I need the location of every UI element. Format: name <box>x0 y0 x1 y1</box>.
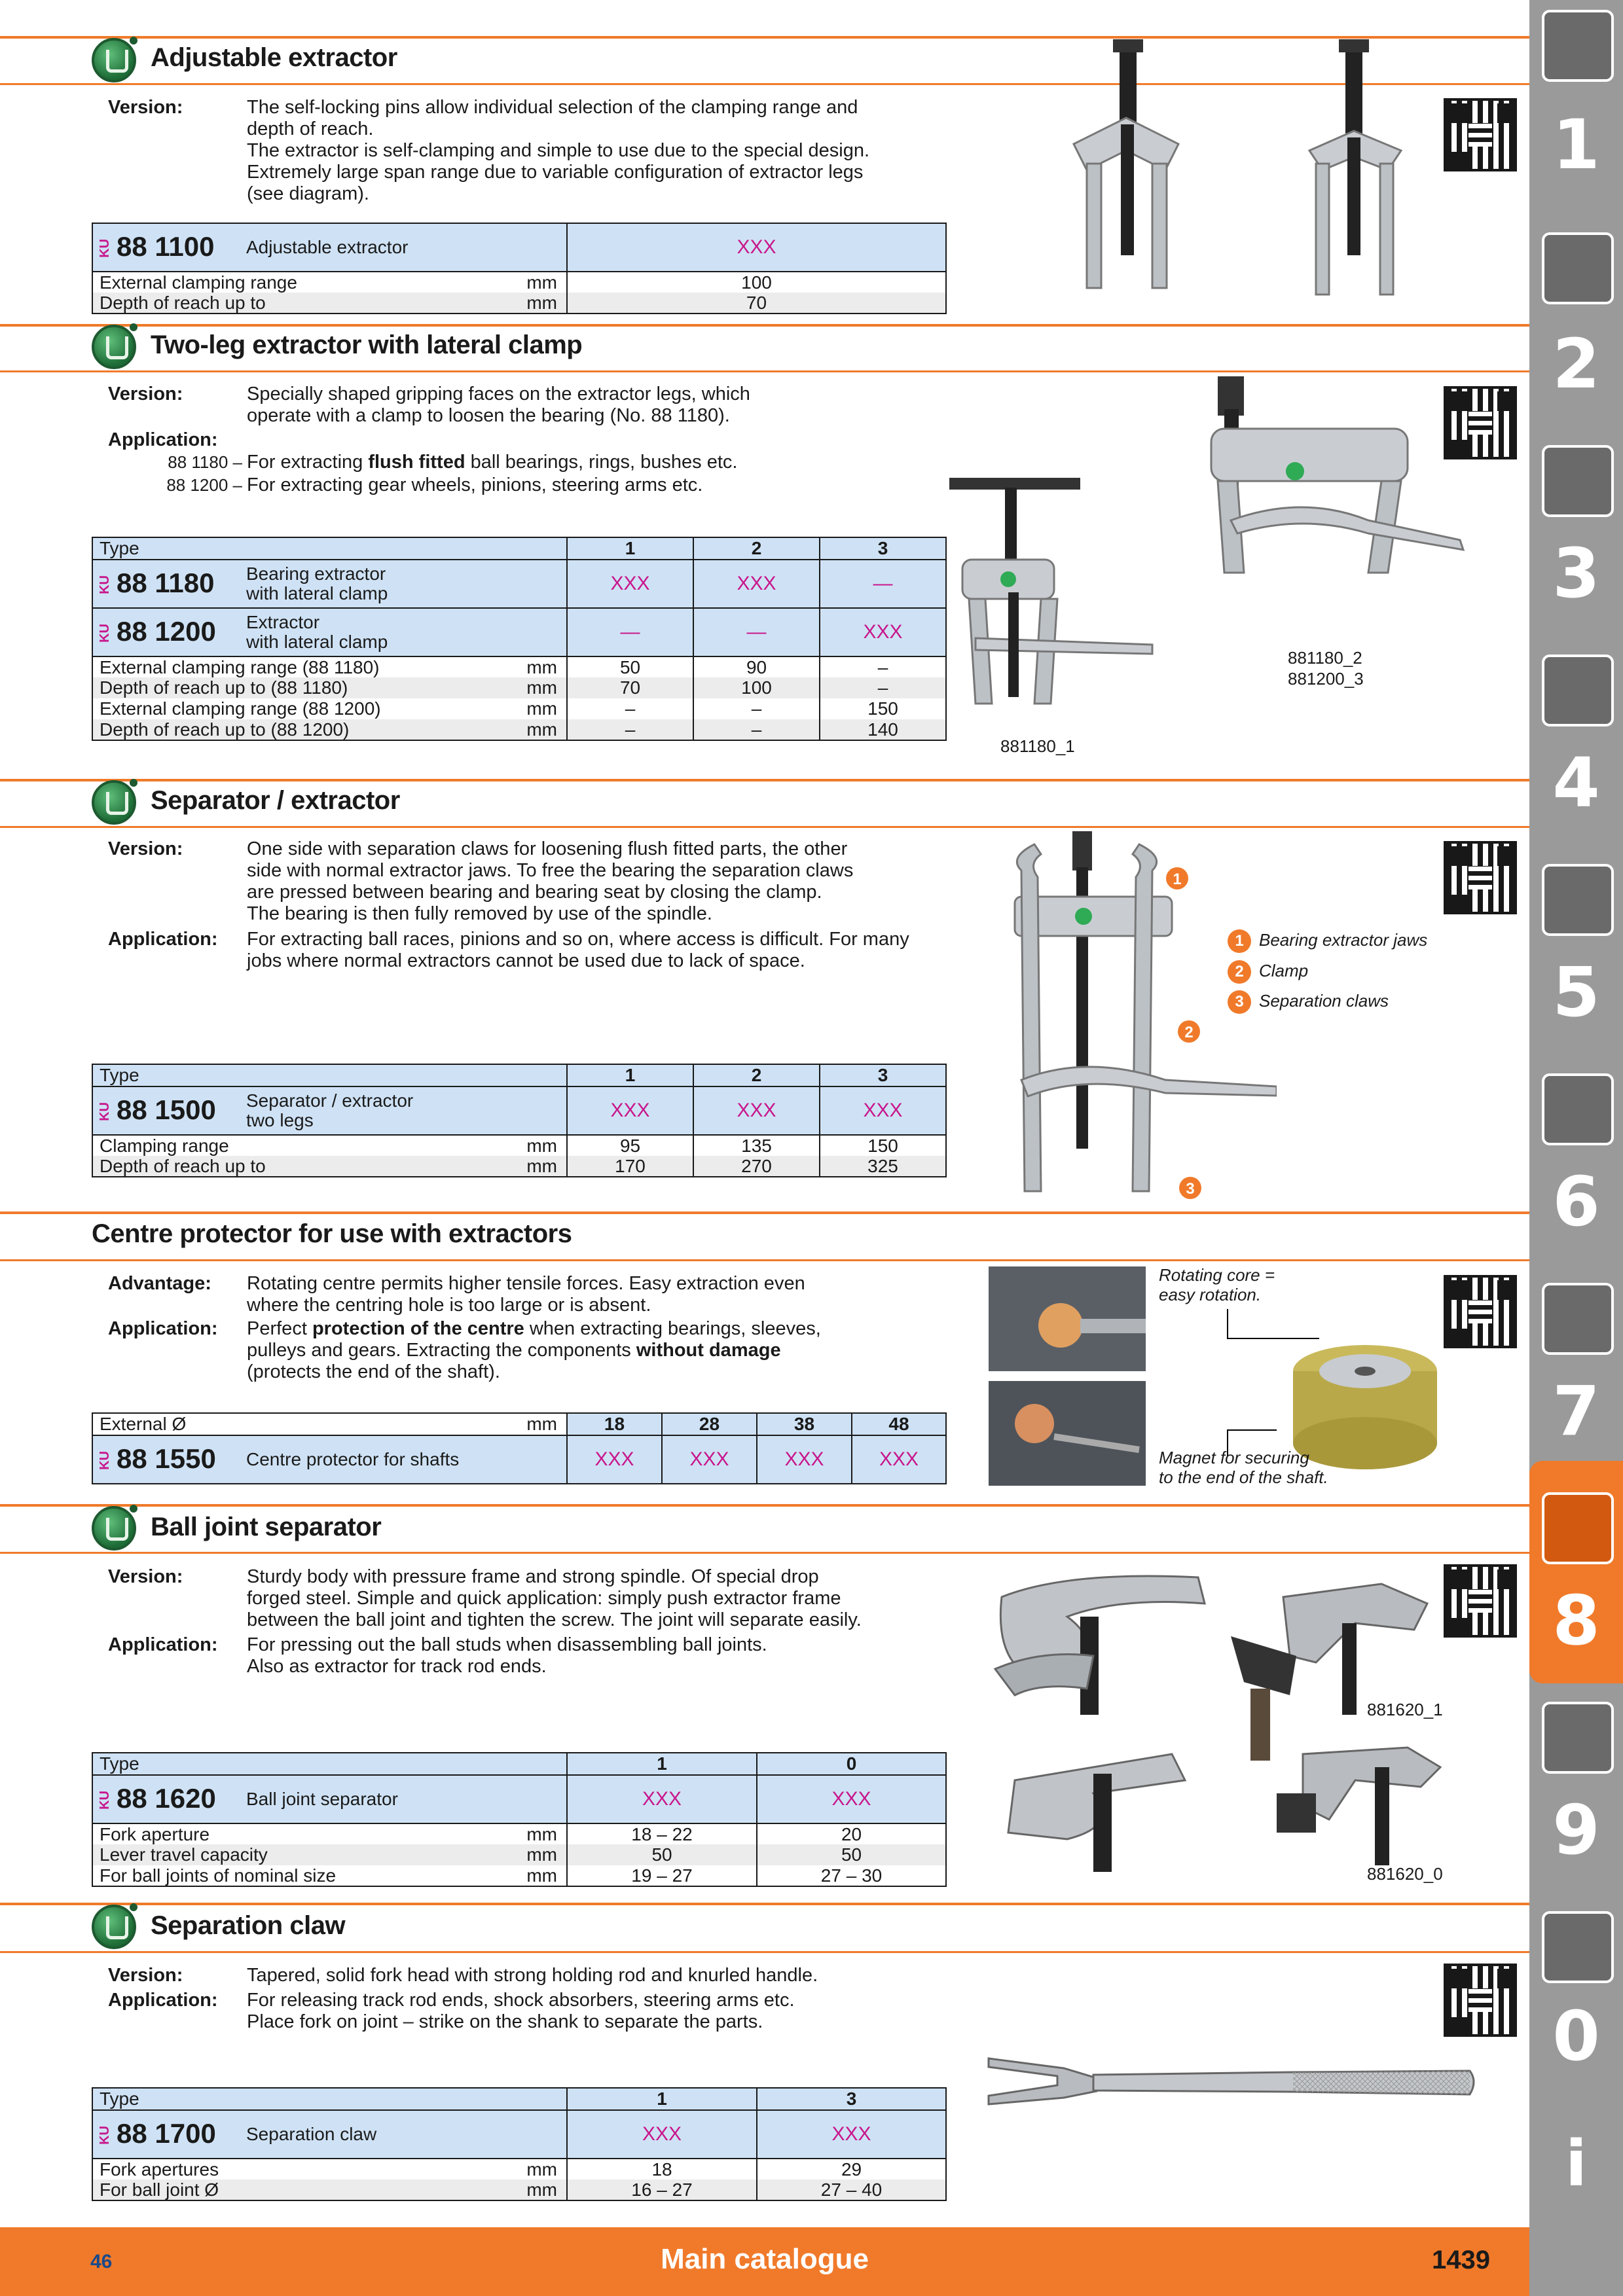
price-cell: XXX <box>567 1086 693 1135</box>
product-name: Adjustable extractor <box>240 223 567 272</box>
price-cell: — <box>693 608 820 656</box>
product-code: KU 88 1100 <box>92 223 240 272</box>
version-label: Version: <box>108 384 183 404</box>
version-text: The self-locking pins allow individual selection of the clamping range and depth of reach. The extractor is self-clamping and simple to use due to the special design. Extremely large span range due to variable configuration of extractor legs (see diagram). <box>247 97 870 204</box>
product-name: Bearing extractor with lateral clamp <box>240 560 567 608</box>
product-code: KU 88 1620 <box>92 1775 240 1823</box>
spec-table: Type 1 2 3 KU 88 1180 Bearing extractor with lateral clamp XXX XXX — KU 88 1200 Extractor with lateral clamp — — XXX External clamping range (88 1180) mm 50 90 – Depth of reach up to (88 1180) mm 70 100 – External clamping range (88 1200) mm – – 150 Depth of reach up to (88 1200) mm – – 140 <box>92 537 947 741</box>
section-title: Separation claw <box>151 1911 346 1940</box>
product-name: Centre protector for shafts <box>240 1435 567 1484</box>
row-label: Fork apertures mm <box>92 2159 567 2179</box>
measuring-icon[interactable] <box>1542 655 1614 726</box>
qr-code-icon[interactable] <box>1444 98 1517 171</box>
section-divider <box>0 324 1529 327</box>
version-label: Version: <box>108 1965 183 1986</box>
row-label: Depth of reach up to (88 1180) mm <box>92 677 567 698</box>
section-title: Ball joint separator <box>151 1513 382 1541</box>
quality-seal-icon <box>92 1506 136 1551</box>
version-text: Tapered, solid fork head with strong holding rod and knurled handle. <box>247 1965 818 1986</box>
section-divider <box>0 1211 1529 1214</box>
clamping-icon[interactable] <box>1542 445 1614 517</box>
separator-extractor-image <box>1002 831 1277 1211</box>
application-label: Application: <box>108 429 218 450</box>
quality-seal-icon <box>92 325 136 369</box>
row-label: Depth of reach up to (88 1200) mm <box>92 719 567 740</box>
chapter-tab-8[interactable]: 8 <box>1552 1581 1600 1660</box>
safety-equipment-icon[interactable] <box>1542 1911 1614 1983</box>
price-cell: XXX <box>567 1775 757 1823</box>
price-cell: XXX <box>567 560 693 608</box>
spec-table: Type 1 3 KU 88 1700 Separation claw XXX XXX Fork apertures mm 18 29 For ball joint Ø mm 16 – 27 27 – 40 <box>92 2087 947 2201</box>
application-label: Application: <box>108 929 218 950</box>
pliers-icon[interactable] <box>1542 1283 1614 1355</box>
row-label: External clamping range (88 1180) mm <box>92 656 567 677</box>
price-cell: XXX <box>567 223 946 272</box>
product-name: Ball joint separator <box>240 1775 567 1823</box>
section-divider <box>0 779 1529 781</box>
price-cell: XXX <box>820 1086 946 1135</box>
version-text: One side with separation claws for loosening flush fitted parts, the other side with normal extractor jaws. To free the bearing the separation claws are pressed between bearing and bearing seat by closing the clamp. The bearing is then fully removed by use of the spindle. <box>247 838 854 924</box>
separation-claw-image <box>985 2042 1476 2121</box>
legend-item: 1 Bearing extractor jaws <box>1228 929 1427 953</box>
image-caption: 881180_1 <box>1000 736 1075 756</box>
quality-seal-icon <box>92 1905 136 1949</box>
page-number-right: 1439 <box>1432 2246 1490 2274</box>
spec-table <box>92 223 947 314</box>
version-label: Version: <box>108 838 183 859</box>
section-divider <box>0 1552 1529 1554</box>
type-header: Type <box>92 2088 567 2110</box>
type-header: Type <box>92 1753 567 1775</box>
row-label: For ball joint Ø mm <box>92 2179 567 2200</box>
drill-icon[interactable] <box>1542 10 1614 82</box>
cutting-insert-icon[interactable] <box>1542 232 1614 304</box>
price-cell: XXX <box>662 1435 757 1484</box>
spec-table: External Ø mm 18 28 38 48 KU 88 1550 Centre protector for shafts XXX XXX XXX XXX <box>92 1412 947 1484</box>
cell: 100 <box>567 272 946 293</box>
image-caption: 881180_2 <box>1288 648 1362 668</box>
price-cell: — <box>567 608 693 656</box>
price-cell: XXX <box>852 1435 946 1484</box>
legend-item: 3 Separation claws <box>1228 990 1389 1014</box>
row-label: Depth of reach up to mm <box>92 293 567 314</box>
chapter-tab-9[interactable]: 9 <box>1552 1790 1600 1870</box>
quality-seal-icon <box>92 38 136 82</box>
chapter-tab-4[interactable]: 4 <box>1552 743 1600 823</box>
chapter-tab-0[interactable]: 0 <box>1552 1996 1600 2076</box>
chapter-tab-3[interactable]: 3 <box>1552 533 1600 613</box>
chapter-tab-5[interactable]: 5 <box>1552 952 1600 1032</box>
price-cell: XXX <box>693 560 820 608</box>
row-label: External clamping range mm <box>92 272 567 293</box>
price-cell: XXX <box>567 1435 662 1484</box>
legend-item: 2 Clamp <box>1228 960 1308 984</box>
qr-code-icon[interactable] <box>1444 841 1517 914</box>
app-code: 88 1200 – <box>166 475 242 495</box>
price-cell: XXX <box>757 1775 946 1823</box>
page-number-left: 46 <box>90 2251 113 2272</box>
product-name: Separator / extractor two legs <box>240 1086 567 1135</box>
hand-tools-icon[interactable] <box>1542 1073 1614 1145</box>
image-caption: 881620_0 <box>1367 1864 1443 1884</box>
image-caption: 881200_3 <box>1288 669 1364 689</box>
section-divider <box>0 1951 1529 1953</box>
chapter-tab-2[interactable]: 2 <box>1552 324 1600 404</box>
type-col: 2 <box>693 537 820 560</box>
chapter-tab-1[interactable]: 1 <box>1552 105 1600 185</box>
product-name: Separation claw <box>240 2110 567 2159</box>
footer-bar <box>0 2227 1529 2296</box>
row-label: External clamping range (88 1200) mm <box>92 698 567 719</box>
row-label: Fork aperture mm <box>92 1823 567 1844</box>
section-divider <box>0 1903 1529 1905</box>
svg-text:3: 3 <box>1186 1180 1195 1198</box>
info-tab[interactable]: i <box>1565 2127 1587 2200</box>
application-label: Application: <box>108 1318 218 1339</box>
advantage-label: Advantage: <box>108 1273 211 1294</box>
row-label: For ball joints of nominal size mm <box>92 1865 567 1886</box>
section-divider <box>0 36 1529 39</box>
section-divider <box>0 370 1529 372</box>
spec-table: Type 1 2 3 KU 88 1500 Separator / extractor two legs XXX XXX XXX Clamping range mm 95 135 150 Depth of reach up to mm 170 270 325 <box>92 1064 947 1177</box>
section-title: Adjustable extractor <box>151 43 397 72</box>
product-code: KU 88 1500 <box>92 1086 240 1135</box>
type-col: 3 <box>820 537 946 560</box>
product-code: KU 88 1180 <box>92 560 240 608</box>
grinding-disc-icon[interactable] <box>1542 864 1614 936</box>
section-divider <box>0 1259 1529 1261</box>
application-text: For extracting ball races, pinions and so on, where access is difficult. For many jobs where normal extractors cannot be used due to lack of space. <box>247 929 909 971</box>
application-text: For releasing track rod ends, shock absorbers, steering arms etc. Place fork on joint – strike on the shank to separate the parts. <box>247 1990 795 2032</box>
row-label: Lever travel capacity mm <box>92 1844 567 1865</box>
application-label: Application: <box>108 1634 218 1655</box>
price-cell: XXX <box>693 1086 820 1135</box>
type-header: Type <box>92 537 567 560</box>
price-cell: — <box>820 560 946 608</box>
type-header: External Ø mm <box>92 1413 567 1435</box>
qr-code-icon[interactable] <box>1444 1275 1517 1348</box>
adjustable-extractor-image <box>1061 39 1427 314</box>
application-text: For extracting flush fitted ball bearings, rings, bushes etc. <box>247 452 738 473</box>
product-name: Extractor with lateral clamp <box>240 608 567 656</box>
row-label: Clamping range mm <box>92 1135 567 1156</box>
application-label: Application: <box>108 1990 218 2011</box>
section-title: Centre protector for use with extractors <box>92 1219 572 1248</box>
section-divider <box>0 1504 1529 1507</box>
svg-text:1: 1 <box>1173 870 1182 888</box>
image-caption: 881620_1 <box>1367 1700 1443 1719</box>
qr-code-icon[interactable] <box>1444 386 1517 459</box>
cell: 70 <box>567 293 946 314</box>
price-cell: XXX <box>820 608 946 656</box>
workshop-tools-icon[interactable] <box>1542 1492 1614 1564</box>
qr-code-icon[interactable] <box>1444 1964 1517 2037</box>
tool-cabinet-icon[interactable] <box>1542 1702 1614 1774</box>
application-text: Perfect protection of the centre when extracting bearings, sleeves, pulleys and gears. Extracting the components without damage (protects the end of the shaft). <box>247 1318 821 1382</box>
price-cell: XXX <box>567 2110 757 2159</box>
chapter-tab-6[interactable]: 6 <box>1552 1162 1600 1242</box>
product-code: KU 88 1200 <box>92 608 240 656</box>
two-leg-extractor-image <box>936 376 1512 730</box>
section-title: Two-leg extractor with lateral clamp <box>151 331 583 359</box>
version-label: Version: <box>108 97 183 118</box>
svg-text:2: 2 <box>1184 1024 1194 1041</box>
version-text: Sturdy body with pressure frame and strong spindle. Of special drop forged steel. Simple and quick application: simply push extractor frame between the ball joint and tighten the screw. The joint will separate easily. <box>247 1566 862 1630</box>
application-text: For pressing out the ball studs when disassembling ball joints. Also as extractor for track rod ends. <box>247 1634 767 1677</box>
image-caption: Magnet for securing to the end of the shaft. <box>1159 1448 1328 1487</box>
chapter-tab-7[interactable]: 7 <box>1552 1371 1600 1451</box>
image-caption: Rotating core = easy rotation. <box>1159 1265 1275 1304</box>
section-divider <box>0 826 1529 828</box>
application-text: For extracting gear wheels, pinions, steering arms etc. <box>247 475 703 495</box>
price-cell: XXX <box>757 1435 852 1484</box>
price-cell: XXX <box>757 2110 946 2159</box>
quality-seal-icon <box>92 780 136 825</box>
section-title: Separator / extractor <box>151 786 400 815</box>
version-text: Specially shaped gripping faces on the extractor legs, which operate with a clamp to loosen the bearing (No. 88 1180). <box>247 384 750 426</box>
app-code: 88 1180 – <box>168 452 242 472</box>
row-label: Depth of reach up to mm <box>92 1156 567 1177</box>
type-col: 1 <box>567 537 693 560</box>
product-code: KU 88 1700 <box>92 2110 240 2159</box>
qr-code-icon[interactable] <box>1444 1564 1517 1638</box>
ball-joint-separator-image <box>989 1558 1506 1898</box>
advantage-text: Rotating centre permits higher tensile forces. Easy extraction even where the centring hole is too large or is absent. <box>247 1273 805 1316</box>
type-header: Type <box>92 1064 567 1086</box>
version-label: Version: <box>108 1566 183 1587</box>
product-code: KU 88 1550 <box>92 1435 240 1484</box>
footer-title: Main catalogue <box>661 2243 869 2275</box>
spec-table: Type 1 0 KU 88 1620 Ball joint separator XXX XXX Fork aperture mm 18 – 22 20 Lever travel capacity mm 50 50 For ball joints of nominal size mm 19 – 27 27 – 30 <box>92 1752 947 1887</box>
